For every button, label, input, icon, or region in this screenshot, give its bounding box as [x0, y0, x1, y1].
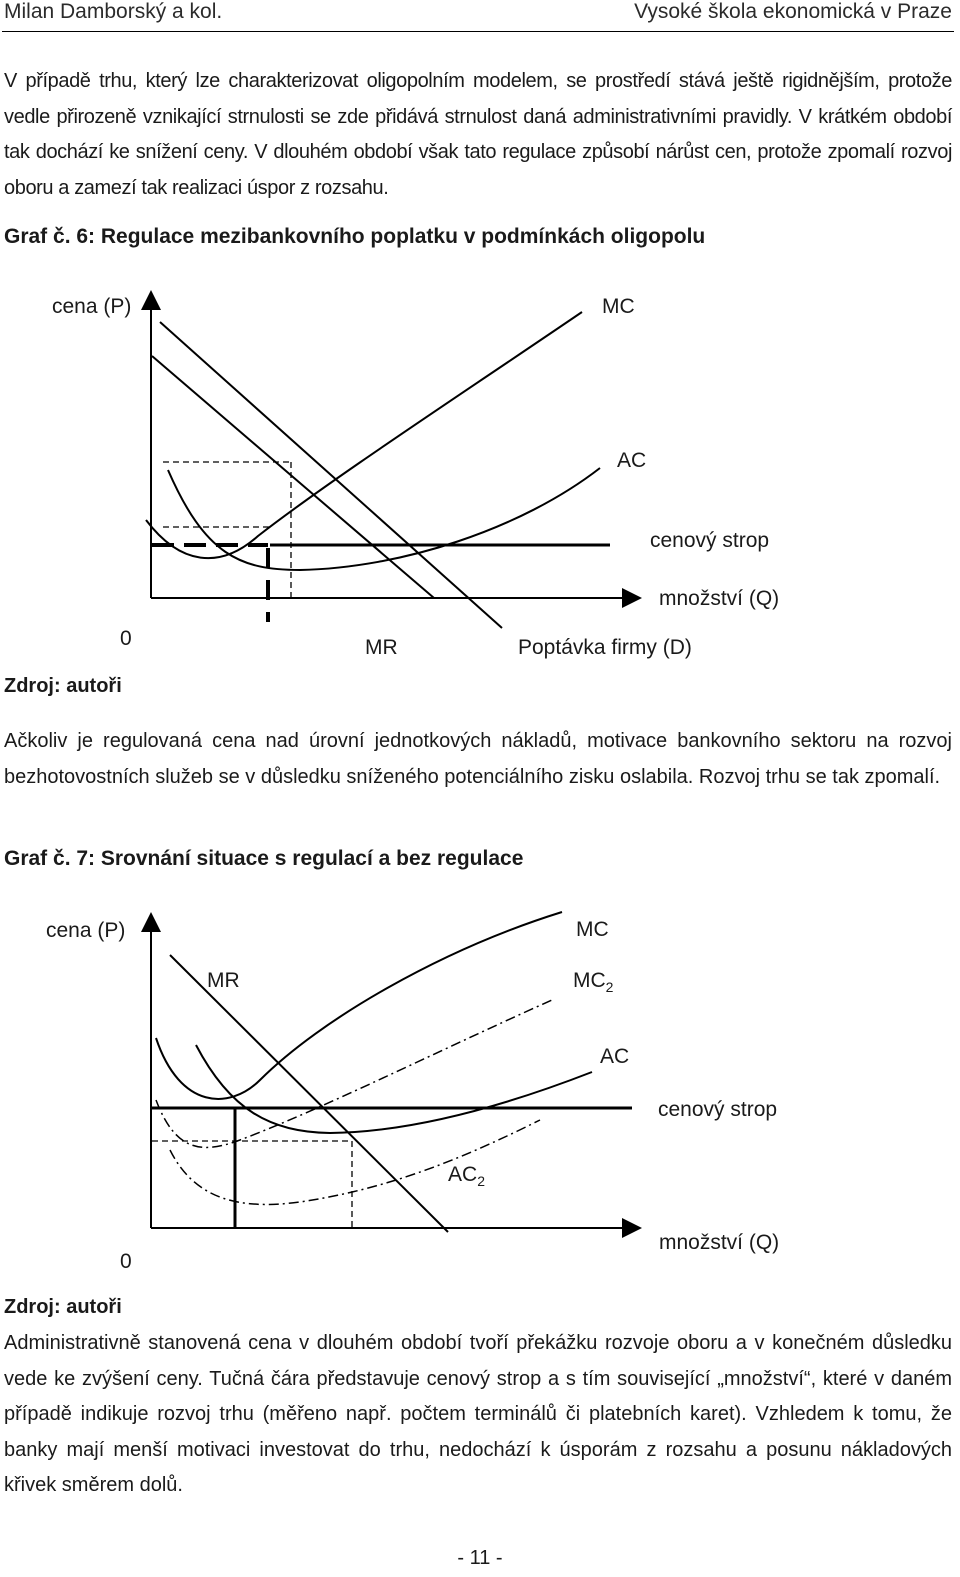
graph6-demand-label: Poptávka firmy (D)	[518, 636, 692, 659]
graph7-y-label: cena (P)	[46, 919, 126, 942]
page-number: - 11 -	[457, 1547, 503, 1569]
graph6-ac-label: AC	[617, 449, 647, 472]
graph7-price-cap-label: cenový strop	[658, 1098, 778, 1121]
graph6-demand-line	[160, 322, 502, 628]
intro-paragraph: V případě trhu, který lze charakterizovat oligopolním modelem, se prostředí stává ještě rigidnějším, protože vedle přirozeně vznikající strnulosti se zde přidává strnulost daná administrativními pravidly. V krátkém období tak dochází ke snížení ceny. V dlouhém období však tato regulace způsobí nárůst cen, protože zpomalí rozvoj oboru a zamezí tak realizaci úspor z rozsahu.	[4, 70, 952, 199]
graph7-mc-label: MC	[576, 918, 609, 941]
graph7-ac-label: AC	[600, 1045, 630, 1068]
graph7-mc-curve	[156, 912, 562, 1099]
graph6-mc-curve	[146, 312, 582, 558]
graph6-chart	[0, 280, 960, 640]
page-header	[0, 0, 960, 28]
graph6-x-label: množství (Q)	[659, 587, 780, 610]
graph6-mc-label: MC	[602, 295, 635, 318]
graph7-mr-line	[170, 955, 448, 1232]
final-paragraph: Administrativně stanovená cena v dlouhém období tvoří překážku rozvoje oboru a v konečném důsledku vede ke zvýšení ceny. Tučná čára představuje cenový strop a s tím související „množství“, které v daném případě indikuje rozvoj trhu (měřeno např. počtem terminálů či platebních karet). Vzhledem k tomu, že banky mají menší motivaci investovat do trhu, nedochází k úsporám z rozsahu a posunu nákladových křivek směrem dolů.	[4, 1332, 952, 1496]
graph6-source: Zdroj: autoři	[4, 675, 122, 697]
graph6-origin: 0	[120, 627, 132, 650]
header-rule	[2, 31, 954, 32]
graph7-x-label: množství (Q)	[659, 1231, 780, 1254]
graph6-y-label: cena (P)	[52, 295, 132, 318]
graph6-mr-label: MR	[365, 636, 398, 659]
header-author: Milan Damborský a kol.	[4, 0, 223, 23]
graph7-chart	[0, 910, 960, 1260]
graph7-ac-curve	[196, 1045, 592, 1133]
graph7-source: Zdroj: autoři	[4, 1296, 122, 1318]
graph7-origin: 0	[120, 1250, 132, 1273]
graph7-mc2-curve	[156, 1000, 552, 1147]
graph6-mr-line	[152, 356, 434, 598]
graph7-mr-label: MR	[207, 969, 240, 992]
graph7-mc2-label: $MC_2$	[573, 969, 614, 995]
graph6-price-cap-label: cenový strop	[650, 529, 770, 552]
middle-paragraph: Ačkoliv je regulovaná cena nad úrovní jednotkových nákladů, motivace bankovního sektoru na rozvoj bezhotovostních služeb se v důsledku sníženého potenciálního zisku oslabila. Rozvoj trhu se tak zpomalí.	[4, 730, 952, 788]
graph7-ac2-label: $AC_2$	[448, 1163, 485, 1189]
graph6-title: Graf č. 6: Regulace mezibankovního poplatku v podmínkách oligopolu	[4, 225, 706, 248]
header-institution: Vysoké škola ekonomická v Praze	[634, 0, 952, 23]
graph7-title: Graf č. 7: Srovnání situace s regulací a bez regulace	[4, 847, 524, 870]
